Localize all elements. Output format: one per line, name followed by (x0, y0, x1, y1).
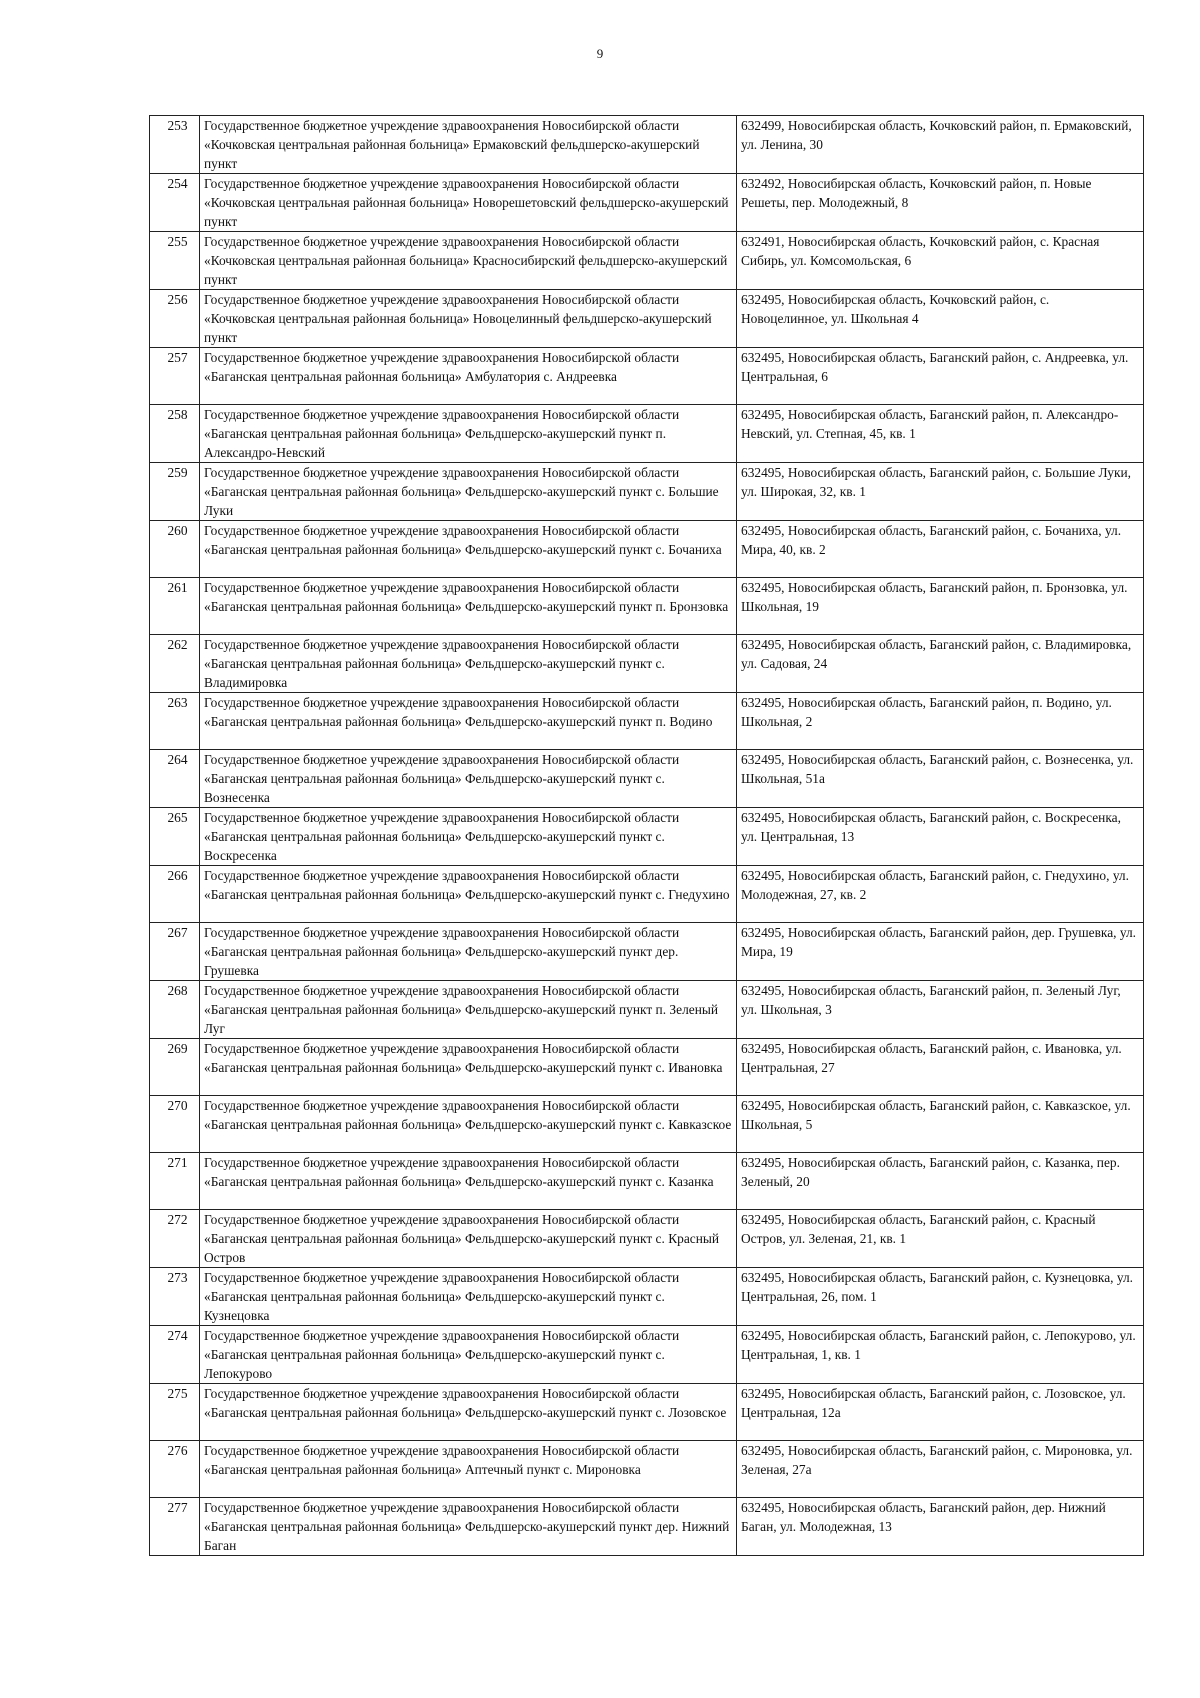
row-number: 255 (150, 232, 200, 290)
table-row (150, 866, 1144, 923)
row-number: 269 (150, 1039, 200, 1096)
institution-name: Государственное бюджетное учреждение здравоохранения Новосибирской области «Баганская центральная районная больница» Фельдшерско-акушерский пункт п. Бронзовка (200, 578, 737, 635)
row-number: 259 (150, 463, 200, 521)
row-number: 271 (150, 1153, 200, 1210)
institution-name: Государственное бюджетное учреждение здравоохранения Новосибирской области «Баганская центральная районная больница» Фельдшерско-акушерский пункт с. Ивановка (200, 1039, 737, 1096)
institution-address: 632495, Новосибирская область, Баганский район, с. Андреевка, ул. Центральная, 6 (737, 348, 1144, 405)
institution-name: Государственное бюджетное учреждение здравоохранения Новосибирской области «Баганская центральная районная больница» Фельдшерско-акушерский пункт дер. Нижний Баган (200, 1498, 737, 1556)
page-number: 9 (596, 46, 604, 61)
row-number: 262 (150, 635, 200, 693)
row-number: 258 (150, 405, 200, 463)
institution-name: Государственное бюджетное учреждение здравоохранения Новосибирской области «Кочковская центральная районная больница» Ермаковский фельдшерско-акушерский пункт (200, 116, 737, 174)
institution-address: 632495, Новосибирская область, Баганский район, с. Ивановка, ул. Центральная, 27 (737, 1039, 1144, 1096)
table-row (150, 1039, 1144, 1096)
institution-address: 632495, Новосибирская область, Баганский район, с. Лепокурово, ул. Центральная, 1, кв. 1 (737, 1326, 1144, 1384)
institutions-table (149, 115, 1144, 1556)
table-row (150, 405, 1144, 463)
institution-address: 632495, Новосибирская область, Баганский район, дер. Нижний Баган, ул. Молодежная, 13 (737, 1498, 1144, 1556)
table-row (150, 463, 1144, 521)
institution-name: Государственное бюджетное учреждение здравоохранения Новосибирской области «Баганская центральная районная больница» Фельдшерско-акушерский пункт п. Александро-Невский (200, 405, 737, 463)
table-row (150, 981, 1144, 1039)
institution-address: 632495, Новосибирская область, Баганский район, с. Мироновка, ул. Зеленая, 27а (737, 1441, 1144, 1498)
row-number: 253 (150, 116, 200, 174)
institution-name: Государственное бюджетное учреждение здравоохранения Новосибирской области «Баганская центральная районная больница» Фельдшерско-акушерский пункт с. Гнедухино (200, 866, 737, 923)
row-number: 276 (150, 1441, 200, 1498)
institution-name: Государственное бюджетное учреждение здравоохранения Новосибирской области «Баганская центральная районная больница» Фельдшерско-акушерский пункт с. Большие Луки (200, 463, 737, 521)
institution-address: 632495, Новосибирская область, Баганский район, с. Бочаниха, ул. Мира, 40, кв. 2 (737, 521, 1144, 578)
table-row (150, 1326, 1144, 1384)
institution-name: Государственное бюджетное учреждение здравоохранения Новосибирской области «Кочковская центральная районная больница» Новорешетовский фельдшерско-акушерский пункт (200, 174, 737, 232)
institution-name: Государственное бюджетное учреждение здравоохранения Новосибирской области «Баганская центральная районная больница» Фельдшерско-акушерский пункт с. Кузнецовка (200, 1268, 737, 1326)
table-row (150, 635, 1144, 693)
table-row (150, 808, 1144, 866)
table-row (150, 923, 1144, 981)
institution-address: 632495, Новосибирская область, Баганский район, с. Гнедухино, ул. Молодежная, 27, кв. 2 (737, 866, 1144, 923)
institution-address: 632495, Новосибирская область, Баганский район, п. Александро-Невский, ул. Степная, 45, кв. 1 (737, 405, 1144, 463)
table-row (150, 578, 1144, 635)
institution-name: Государственное бюджетное учреждение здравоохранения Новосибирской области «Баганская центральная районная больница» Фельдшерско-акушерский пункт с. Владимировка (200, 635, 737, 693)
institution-name: Государственное бюджетное учреждение здравоохранения Новосибирской области «Баганская центральная районная больница» Фельдшерско-акушерский пункт с. Казанка (200, 1153, 737, 1210)
institution-address: 632495, Новосибирская область, Баганский район, дер. Грушевка, ул. Мира, 19 (737, 923, 1144, 981)
institution-name: Государственное бюджетное учреждение здравоохранения Новосибирской области «Кочковская центральная районная больница» Новоцелинный фельдшерско-акушерский пункт (200, 290, 737, 348)
institution-name: Государственное бюджетное учреждение здравоохранения Новосибирской области «Баганская центральная районная больница» Фельдшерско-акушерский пункт с. Кавказское (200, 1096, 737, 1153)
table-row (150, 1210, 1144, 1268)
row-number: 270 (150, 1096, 200, 1153)
row-number: 263 (150, 693, 200, 750)
institution-name: Государственное бюджетное учреждение здравоохранения Новосибирской области «Баганская центральная районная больница» Фельдшерско-акушерский пункт с. Бочаниха (200, 521, 737, 578)
table-row (150, 1384, 1144, 1441)
institution-name: Государственное бюджетное учреждение здравоохранения Новосибирской области «Баганская центральная районная больница» Фельдшерско-акушерский пункт п. Водино (200, 693, 737, 750)
institution-name: Государственное бюджетное учреждение здравоохранения Новосибирской области «Баганская центральная районная больница» Фельдшерско-акушерский пункт с. Воскресенка (200, 808, 737, 866)
institution-name: Государственное бюджетное учреждение здравоохранения Новосибирской области «Баганская центральная районная больница» Фельдшерско-акушерский пункт с. Лепокурово (200, 1326, 737, 1384)
row-number: 261 (150, 578, 200, 635)
institution-address: 632495, Новосибирская область, Баганский район, с. Вознесенка, ул. Школьная, 51а (737, 750, 1144, 808)
table-row (150, 290, 1144, 348)
table-row (150, 1441, 1144, 1498)
institutions-table-body (150, 116, 1144, 1556)
row-number: 274 (150, 1326, 200, 1384)
row-number: 254 (150, 174, 200, 232)
table-row (150, 1498, 1144, 1556)
row-number: 273 (150, 1268, 200, 1326)
table-row (150, 521, 1144, 578)
table-row (150, 348, 1144, 405)
row-number: 257 (150, 348, 200, 405)
table-row (150, 232, 1144, 290)
row-number: 260 (150, 521, 200, 578)
institution-address: 632499, Новосибирская область, Кочковский район, п. Ермаковский, ул. Ленина, 30 (737, 116, 1144, 174)
row-number: 256 (150, 290, 200, 348)
institution-name: Государственное бюджетное учреждение здравоохранения Новосибирской области «Баганская центральная районная больница» Аптечный пункт с. Мироновка (200, 1441, 737, 1498)
institution-name: Государственное бюджетное учреждение здравоохранения Новосибирской области «Кочковская центральная районная больница» Красносибирский фельдшерско-акушерский пункт (200, 232, 737, 290)
table-row (150, 1268, 1144, 1326)
institution-name: Государственное бюджетное учреждение здравоохранения Новосибирской области «Баганская центральная районная больница» Фельдшерско-акушерский пункт с. Вознесенка (200, 750, 737, 808)
institution-address: 632495, Новосибирская область, Баганский район, п. Водино, ул. Школьная, 2 (737, 693, 1144, 750)
row-number: 275 (150, 1384, 200, 1441)
table-row (150, 693, 1144, 750)
row-number: 277 (150, 1498, 200, 1556)
table-row (150, 116, 1144, 174)
institution-name: Государственное бюджетное учреждение здравоохранения Новосибирской области «Баганская центральная районная больница» Фельдшерско-акушерский пункт с. Красный Остров (200, 1210, 737, 1268)
institution-address: 632495, Новосибирская область, Баганский район, с. Большие Луки, ул. Широкая, 32, кв. 1 (737, 463, 1144, 521)
institution-name: Государственное бюджетное учреждение здравоохранения Новосибирской области «Баганская центральная районная больница» Фельдшерско-акушерский пункт п. Зеленый Луг (200, 981, 737, 1039)
table-row (150, 174, 1144, 232)
row-number: 266 (150, 866, 200, 923)
institution-address: 632495, Новосибирская область, Баганский район, с. Кузнецовка, ул. Центральная, 26, пом. 1 (737, 1268, 1144, 1326)
row-number: 272 (150, 1210, 200, 1268)
institution-address: 632495, Новосибирская область, Баганский район, с. Красный Остров, ул. Зеленая, 21, кв. 1 (737, 1210, 1144, 1268)
institution-address: 632492, Новосибирская область, Кочковский район, п. Новые Решеты, пер. Молодежный, 8 (737, 174, 1144, 232)
institution-address: 632495, Новосибирская область, Баганский район, с. Лозовское, ул. Центральная, 12а (737, 1384, 1144, 1441)
institution-address: 632495, Новосибирская область, Баганский район, с. Владимировка, ул. Садовая, 24 (737, 635, 1144, 693)
row-number: 265 (150, 808, 200, 866)
row-number: 268 (150, 981, 200, 1039)
institution-name: Государственное бюджетное учреждение здравоохранения Новосибирской области «Баганская центральная районная больница» Фельдшерско-акушерский пункт с. Лозовское (200, 1384, 737, 1441)
table-row (150, 1153, 1144, 1210)
table-row (150, 750, 1144, 808)
institution-address: 632495, Новосибирская область, Баганский район, с. Казанка, пер. Зеленый, 20 (737, 1153, 1144, 1210)
institution-name: Государственное бюджетное учреждение здравоохранения Новосибирской области «Баганская центральная районная больница» Фельдшерско-акушерский пункт дер. Грушевка (200, 923, 737, 981)
row-number: 264 (150, 750, 200, 808)
table-row (150, 1096, 1144, 1153)
institution-address: 632495, Новосибирская область, Кочковский район, с. Новоцелинное, ул. Школьная 4 (737, 290, 1144, 348)
institution-address: 632491, Новосибирская область, Кочковский район, с. Красная Сибирь, ул. Комсомольская, 6 (737, 232, 1144, 290)
row-number: 267 (150, 923, 200, 981)
institution-name: Государственное бюджетное учреждение здравоохранения Новосибирской области «Баганская центральная районная больница» Амбулатория с. Андреевка (200, 348, 737, 405)
institution-address: 632495, Новосибирская область, Баганский район, с. Воскресенка, ул. Центральная, 13 (737, 808, 1144, 866)
institution-address: 632495, Новосибирская область, Баганский район, п. Бронзовка, ул. Школьная, 19 (737, 578, 1144, 635)
institution-address: 632495, Новосибирская область, Баганский район, п. Зеленый Луг, ул. Школьная, 3 (737, 981, 1144, 1039)
institution-address: 632495, Новосибирская область, Баганский район, с. Кавказское, ул. Школьная, 5 (737, 1096, 1144, 1153)
